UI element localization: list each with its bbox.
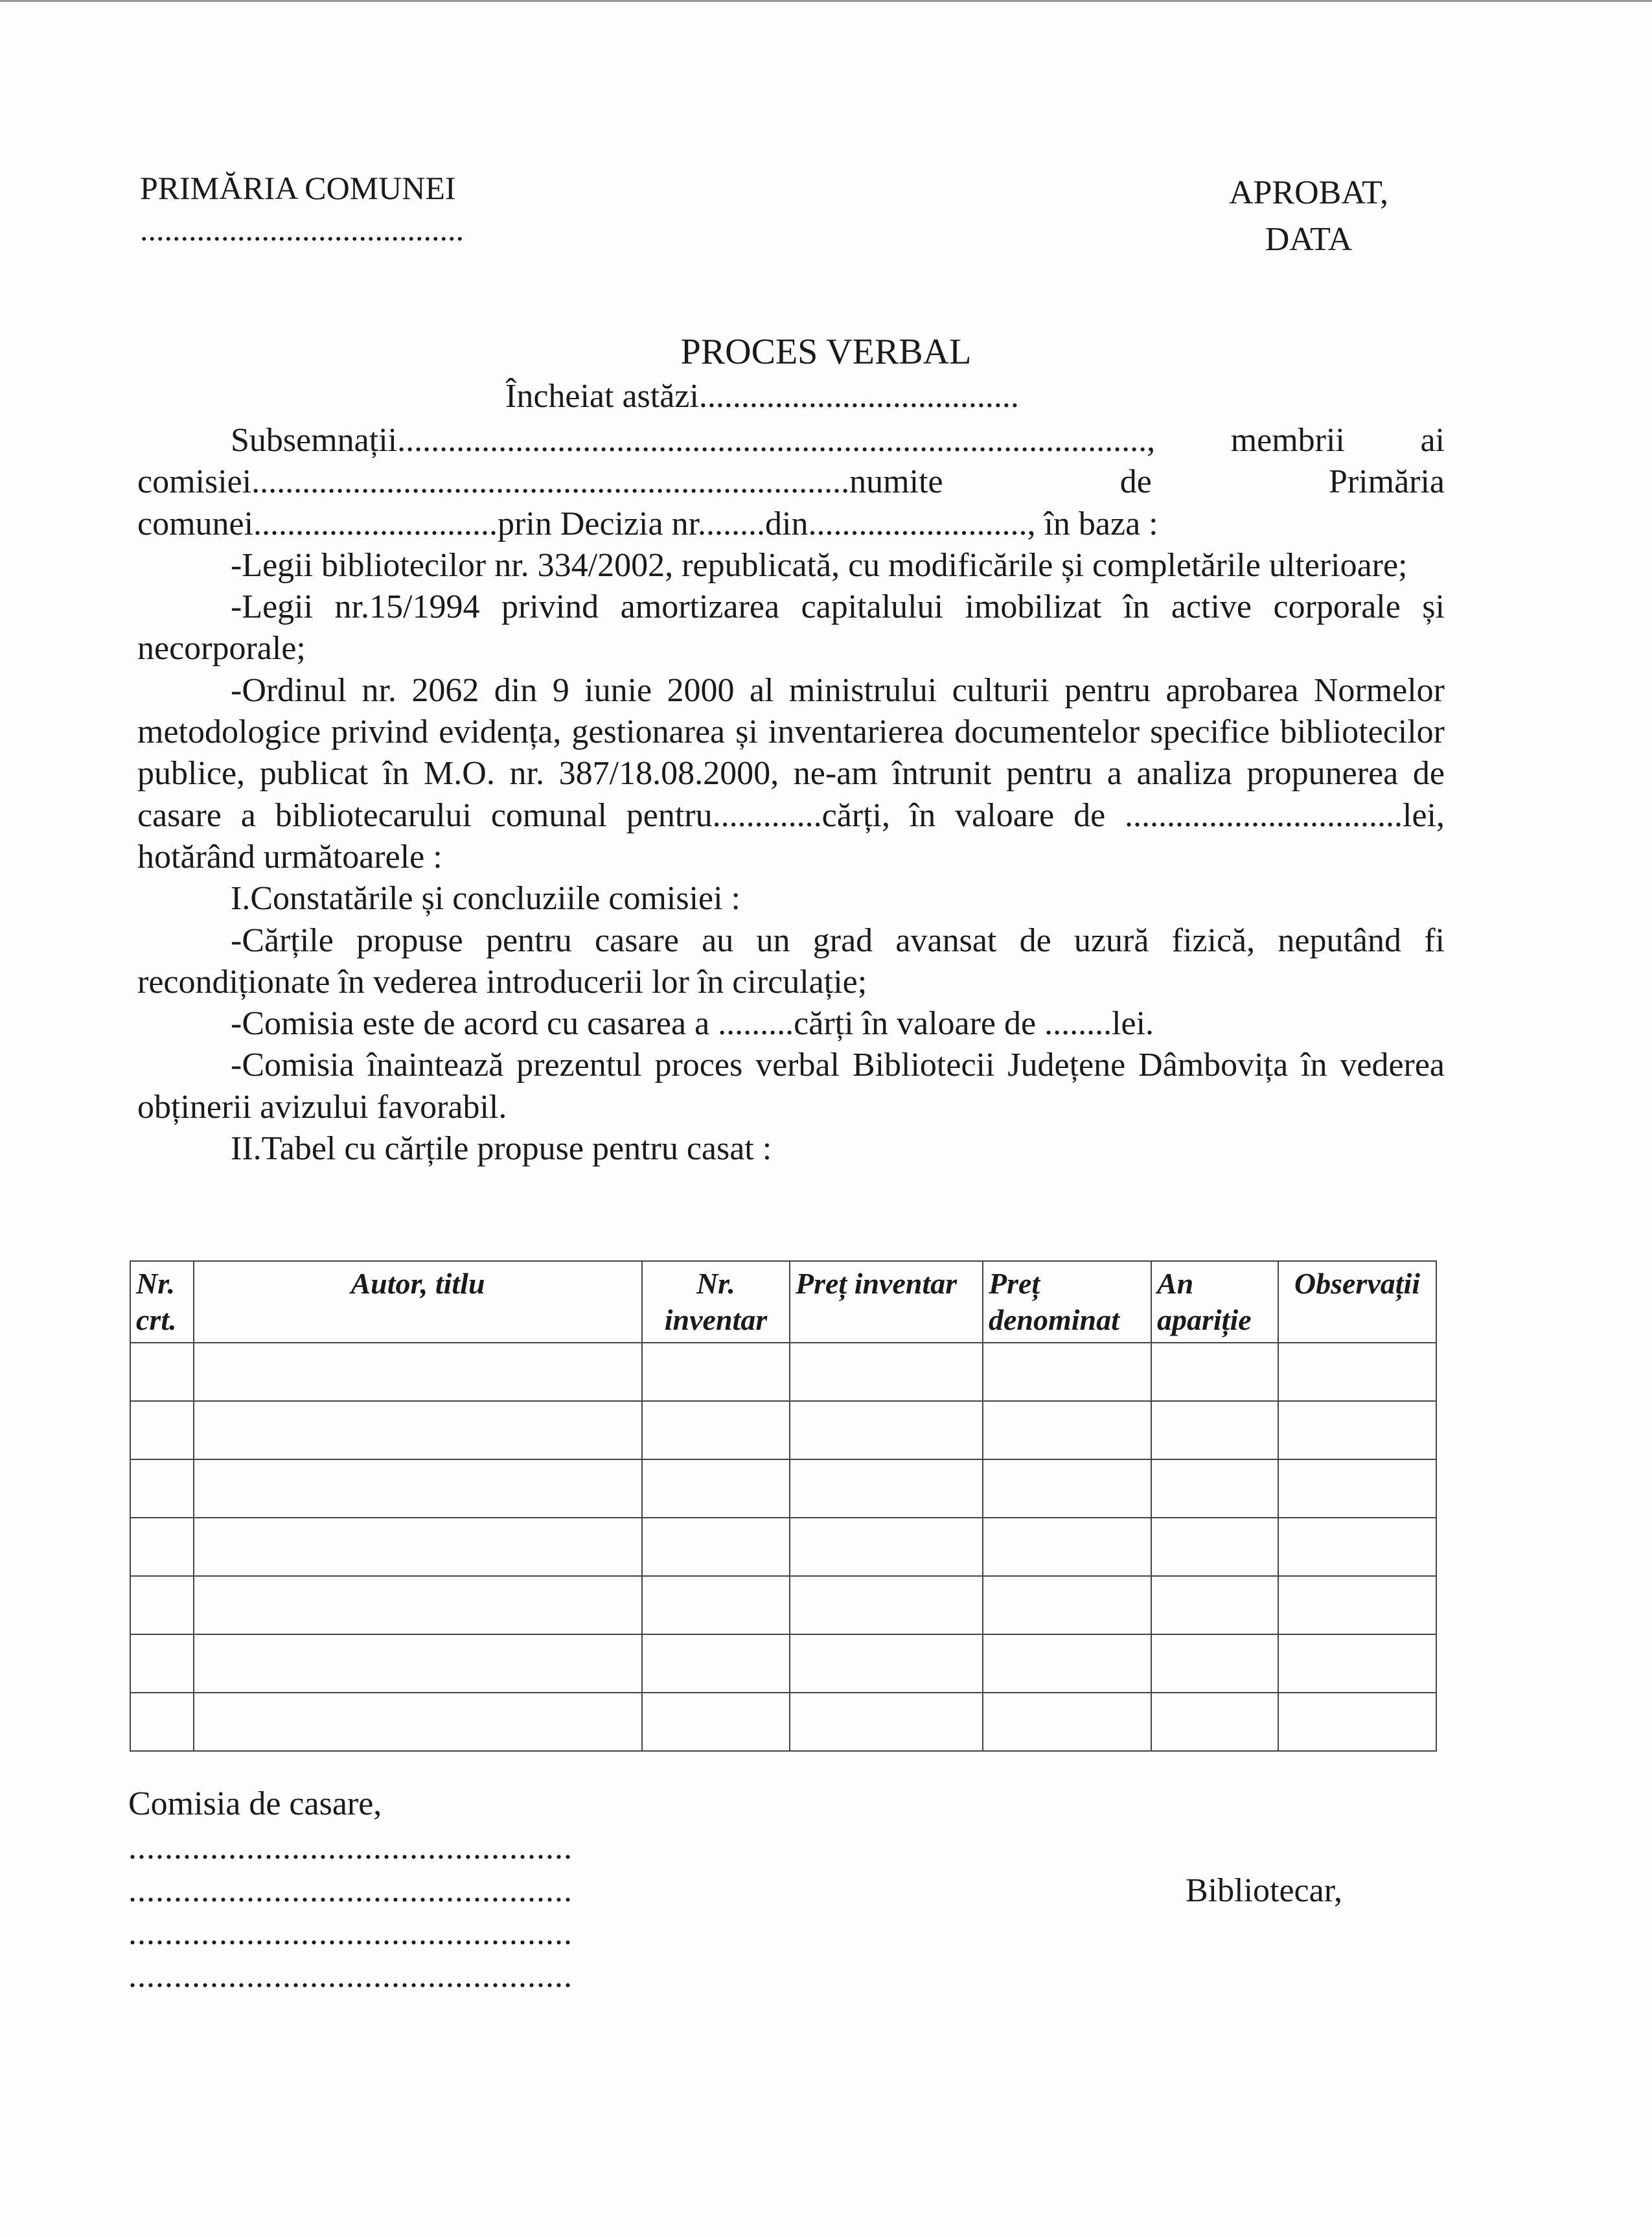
table-cell bbox=[790, 1459, 983, 1518]
table-cell bbox=[790, 1576, 983, 1634]
table-cell bbox=[130, 1693, 194, 1751]
signature-line: ................................................. bbox=[128, 1872, 573, 1909]
col-an-aparitie: An apariție bbox=[1151, 1261, 1278, 1343]
table-cell bbox=[1278, 1459, 1436, 1518]
table-cell bbox=[130, 1401, 194, 1459]
table-cell bbox=[642, 1576, 790, 1634]
table-cell bbox=[983, 1634, 1151, 1693]
table-row bbox=[130, 1634, 1436, 1693]
table-cell bbox=[1151, 1343, 1278, 1401]
table-cell bbox=[1151, 1634, 1278, 1693]
books-table bbox=[130, 1260, 1437, 1752]
table-cell bbox=[642, 1401, 790, 1459]
table-row bbox=[130, 1343, 1436, 1401]
signature-line: ................................................. bbox=[128, 1829, 573, 1866]
table-cell bbox=[1151, 1518, 1278, 1576]
table-cell bbox=[194, 1693, 642, 1751]
table-cell bbox=[194, 1576, 642, 1634]
table-cell bbox=[983, 1343, 1151, 1401]
paragraph-uzura: -Cărțile propuse pentru casare au un grad avansat de uzură fizică, neputând fi recondiționate în vederea introducerii lor în circulație; bbox=[137, 921, 1445, 1001]
col-observatii: Observații bbox=[1278, 1261, 1436, 1343]
table-cell bbox=[983, 1459, 1151, 1518]
table-cell bbox=[983, 1576, 1151, 1634]
paragraph-acord: -Comisia este de acord cu casarea a .........cărți în valoare de ........lei. bbox=[231, 1005, 1154, 1043]
table-cell bbox=[1278, 1343, 1436, 1401]
table-body bbox=[130, 1343, 1436, 1751]
table-cell bbox=[130, 1518, 194, 1576]
table-row bbox=[130, 1459, 1436, 1518]
table-cell bbox=[1278, 1576, 1436, 1634]
table-row bbox=[130, 1401, 1436, 1459]
col-nr-inventar: Nr. inventar bbox=[642, 1261, 790, 1343]
table-row bbox=[130, 1518, 1436, 1576]
paragraph-constatari-heading: I.Constatările și concluziile comisiei : bbox=[231, 880, 741, 918]
table-cell bbox=[790, 1343, 983, 1401]
table-cell bbox=[790, 1634, 983, 1693]
col-autor-titlu: Autor, titlu bbox=[194, 1261, 642, 1343]
primaria-label: PRIMĂRIA COMUNEI bbox=[140, 170, 456, 206]
aprobat-label: APROBAT, bbox=[1228, 174, 1389, 211]
table-cell bbox=[194, 1343, 642, 1401]
table-row bbox=[130, 1576, 1436, 1634]
bibliotecar-label: Bibliotecar, bbox=[1186, 1872, 1342, 1909]
table-cell bbox=[1151, 1693, 1278, 1751]
signature-line: ................................................. bbox=[128, 1958, 573, 1995]
table-cell bbox=[194, 1401, 642, 1459]
col-pret-inventar: Preț inventar bbox=[790, 1261, 983, 1343]
table-cell bbox=[1151, 1459, 1278, 1518]
document-body bbox=[137, 420, 1445, 1170]
table-cell bbox=[1151, 1576, 1278, 1634]
scan-top-edge bbox=[0, 0, 1652, 2]
header-left bbox=[140, 167, 464, 250]
table-cell bbox=[983, 1401, 1151, 1459]
table-cell bbox=[194, 1459, 642, 1518]
data-label: DATA bbox=[1265, 221, 1353, 258]
table-cell bbox=[130, 1343, 194, 1401]
table-cell bbox=[983, 1693, 1151, 1751]
signature-line: ................................................. bbox=[128, 1915, 573, 1952]
document-subtitle: Încheiat astăzi...................................... bbox=[505, 378, 1019, 415]
paragraph-inainteaza: -Comisia înaintează prezentul proces verbal Bibliotecii Județene Dâmbovița în vederea obținerii avizului favorabil. bbox=[137, 1047, 1445, 1126]
paragraph-ordin: -Ordinul nr. 2062 din 9 iunie 2000 al ministrului culturii pentru aprobarea Normelor metodologice privind evidența, gestionarea și inventarierea documentelor specifice bibliotecilor publice, publicat în M.O. nr. 387/18.08.2000, ne-am întrunit pentru a analiza propunerea de casare a bibliotecarului comunal pentru.............cărți, în valoare de .................................lei, hotărând următoarele : bbox=[137, 671, 1445, 875]
table-cell bbox=[642, 1459, 790, 1518]
table-cell bbox=[790, 1518, 983, 1576]
document-title: PROCES VERBAL bbox=[680, 332, 972, 372]
table-cell bbox=[1278, 1518, 1436, 1576]
col-pret-denominat: Preț denominat bbox=[983, 1261, 1151, 1343]
paragraph-tabel-heading: II.Tabel cu cărțile propuse pentru casat : bbox=[231, 1130, 772, 1168]
col-nr-crt: Nr. crt. bbox=[130, 1261, 194, 1343]
table-cell bbox=[642, 1518, 790, 1576]
table-cell bbox=[130, 1459, 194, 1518]
comisia-label: Comisia de casare, bbox=[128, 1785, 382, 1822]
header-right bbox=[1192, 170, 1425, 263]
table-cell bbox=[1278, 1693, 1436, 1751]
primaria-dots: ........................................ bbox=[140, 211, 464, 248]
paragraph-lege-biblioteci: -Legii bibliotecilor nr. 334/2002, republicată, cu modificările și completările ulterioare; bbox=[231, 546, 1408, 584]
table-cell bbox=[1278, 1634, 1436, 1693]
table-cell bbox=[194, 1634, 642, 1693]
paragraph-intro: Subsemnații........................................................................................., membrii ai comisiei.......................................................................numite de Primăria comunei.............................prin Decizia nr........din.........................., în baza : bbox=[137, 422, 1445, 542]
table-cell bbox=[130, 1576, 194, 1634]
table-row bbox=[130, 1693, 1436, 1751]
table-cell bbox=[642, 1634, 790, 1693]
table-cell bbox=[983, 1518, 1151, 1576]
table-cell bbox=[642, 1343, 790, 1401]
table-cell bbox=[790, 1693, 983, 1751]
table-cell bbox=[642, 1693, 790, 1751]
table-cell bbox=[194, 1518, 642, 1576]
paragraph-lege-amortizare: -Legii nr.15/1994 privind amortizarea capitalului imobilizat în active corporale și necorporale; bbox=[137, 588, 1445, 667]
table-header-row bbox=[130, 1261, 1436, 1343]
table-cell bbox=[130, 1634, 194, 1693]
table-cell bbox=[1151, 1401, 1278, 1459]
table-cell bbox=[1278, 1401, 1436, 1459]
table-cell bbox=[790, 1401, 983, 1459]
